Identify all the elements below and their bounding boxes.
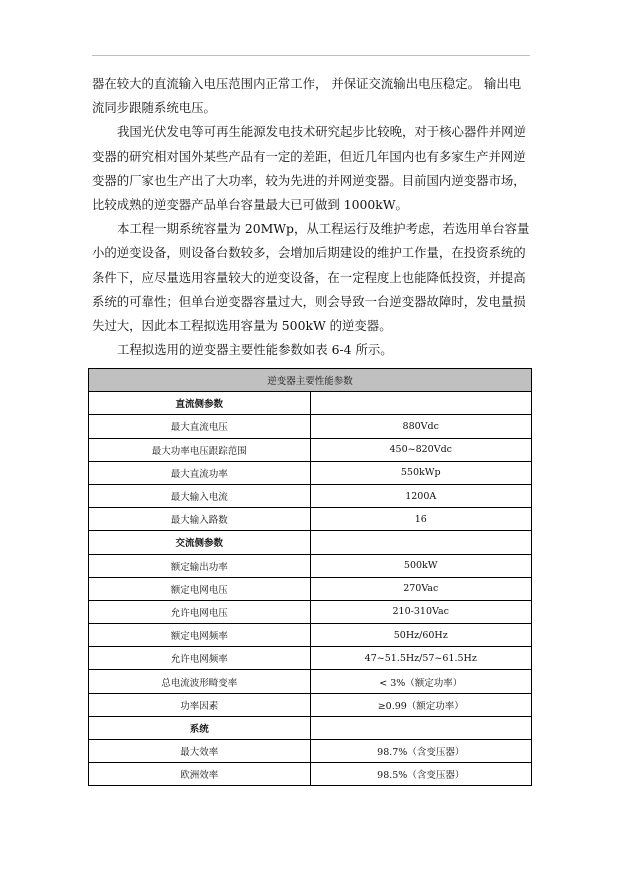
section-heading: 交流侧参数 <box>89 531 311 554</box>
body-text <box>92 72 532 362</box>
param-name: 总电流波形畸变率 <box>89 670 311 693</box>
paragraph: 器在较大的直流输入电压范围内正常工作， 并保证交流输出电压稳定。 输出电流同步跟随系统电压。 <box>92 76 522 116</box>
paragraph: 工程拟选用的逆变器主要性能参数如表 6-4 所示。 <box>117 342 393 358</box>
table-row <box>89 624 532 647</box>
param-name: 额定电网电压 <box>89 577 311 600</box>
param-name: 最大直流电压 <box>89 415 311 438</box>
param-name: 最大直流功率 <box>89 461 311 484</box>
param-value: 450~820Vdc <box>310 438 532 461</box>
param-name: 额定电网频率 <box>89 624 311 647</box>
param-name: 最大效率 <box>89 740 311 763</box>
table-section-row <box>89 392 532 415</box>
param-name: 最大输入电流 <box>89 484 311 507</box>
param-name: 最大输入路数 <box>89 508 311 531</box>
param-name: 额定输出功率 <box>89 554 311 577</box>
table-section-row <box>89 716 532 739</box>
param-value: ≥0.99（额定功率） <box>310 693 532 716</box>
param-name: 功率因素 <box>89 693 311 716</box>
param-value: 98.7%（含变压器） <box>310 740 532 763</box>
table-row <box>89 554 532 577</box>
inverter-spec-table <box>88 368 532 786</box>
param-value: 550kWp <box>310 461 532 484</box>
paragraph: 本工程一期系统容量为 20MWp，从工程运行及维护考虑，若选用单台容量小的逆变设备，则设备台数较多，会增加后期建设的维护工作量，在投资系统的条件下，应尽量选用容量较大的逆变设备，在一定程度上也能降低投资，并提高系统的可靠性；但单台逆变器容量过大，则会导致一台逆变器故障时，发电量损失过大，因此本工程拟选用容量为 500kW 的逆变器。 <box>92 221 530 334</box>
param-value <box>310 531 532 554</box>
param-name: 最大功率电压跟踪范围 <box>89 438 311 461</box>
section-heading: 直流侧参数 <box>89 392 311 415</box>
param-value <box>310 716 532 739</box>
table-row <box>89 577 532 600</box>
param-name: 欧洲效率 <box>89 763 311 786</box>
param-name: 允许电网电压 <box>89 600 311 623</box>
table-caption-row <box>89 369 532 392</box>
param-value: 47~51.5Hz/57~61.5Hz <box>310 647 532 670</box>
param-value: 1200A <box>310 484 532 507</box>
table-row <box>89 415 532 438</box>
table-row <box>89 438 532 461</box>
param-value: 500kW <box>310 554 532 577</box>
table-row <box>89 693 532 716</box>
header-rule <box>92 55 530 56</box>
table-row <box>89 740 532 763</box>
param-value: 16 <box>310 508 532 531</box>
table-row <box>89 461 532 484</box>
param-value: 98.5%（含变压器） <box>310 763 532 786</box>
table-row <box>89 600 532 623</box>
table-section-row <box>89 531 532 554</box>
table-row <box>89 763 532 786</box>
paragraph: 我国光伏发电等可再生能源发电技术研究起步比较晚，对于核心器件并网逆变器的研究相对国外某些产品有一定的差距，但近几年国内也有多家生产并网逆变器的厂家也生产出了大功率，较为先进的并网逆变器。目前国内逆变器市场，比较成熟的逆变器产品单台容量最大已可做到 1000kW。 <box>92 124 526 213</box>
param-value: < 3%（额定功率） <box>310 670 532 693</box>
table-row <box>89 670 532 693</box>
param-value: 50Hz/60Hz <box>310 624 532 647</box>
table-caption: 逆变器主要性能参数 <box>89 369 532 392</box>
param-name: 允许电网频率 <box>89 647 311 670</box>
table-row <box>89 647 532 670</box>
section-heading: 系统 <box>89 716 311 739</box>
param-value: 210-310Vac <box>310 600 532 623</box>
param-value: 880Vdc <box>310 415 532 438</box>
param-value <box>310 392 532 415</box>
table-row <box>89 484 532 507</box>
param-value: 270Vac <box>310 577 532 600</box>
table-row <box>89 508 532 531</box>
